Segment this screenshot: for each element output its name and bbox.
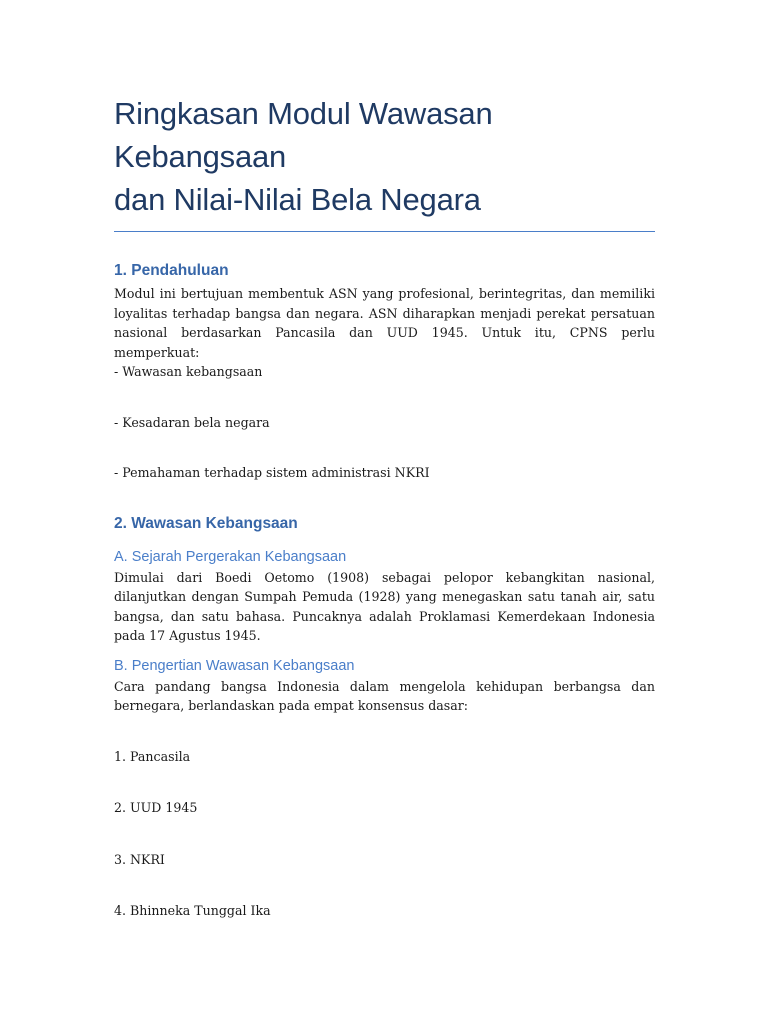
section-1-list-item: - Pemahaman terhadap sistem administrasi NKRI — [114, 465, 430, 480]
document-page — [114, 92, 655, 921]
section-1-heading: 1. Pendahuluan — [114, 262, 229, 279]
section-1-list-item: - Kesadaran bela negara — [114, 414, 270, 430]
section-1-list-item: - Wawasan kebangsaan — [114, 364, 263, 379]
document-title-line-1: Ringkasan Modul Wawasan Kebangsaan — [114, 96, 493, 174]
section-1-paragraph — [114, 284, 655, 382]
subsection-b-heading: B. Pengertian Wawasan Kebangsaan — [114, 657, 355, 674]
subsection-a-paragraph: Dimulai dari Boedi Oetomo (1908) sebagai pelopor kebangkitan nasional, dilanjutkan dengan Sumpah Pemuda (1928) yang menegaskan satu tanah air, satu bangsa, dan satu bahasa. Puncaknya adalah Proklamasi Kemerdekaan Indonesia pada 17 Agustus 1945. — [114, 569, 655, 643]
document-title-line-2: dan Nilai-Nilai Bela Negara — [114, 182, 481, 217]
subsection-b-list-item: 1. Pancasila — [114, 748, 191, 764]
subsection-a-heading: A. Sejarah Pergerakan Kebangsaan — [114, 548, 347, 565]
section-1-paragraph-text: Modul ini bertujuan membentuk ASN yang profesional, berintegritas, dan memiliki loyalitas terhadap bangsa dan negara. ASN diharapkan menjadi perekat persatuan nasional berdasarkan Pancasila dan UUD 1945. Untuk itu, CPNS perlu memperkuat: — [114, 286, 655, 360]
subsection-b-list-item: 3. NKRI — [114, 851, 165, 867]
document-title — [114, 92, 655, 232]
section-2-heading: 2. Wawasan Kebangsaan — [114, 514, 298, 532]
subsection-b-list-item: 4. Bhinneka Tunggal Ika — [114, 903, 271, 918]
subsection-b-list-item: 2. UUD 1945 — [114, 800, 198, 815]
subsection-b-paragraph: Cara pandang bangsa Indonesia dalam mengelola kehidupan berbangsa dan bernegara, berlandaskan pada empat konsensus dasar: — [114, 678, 655, 713]
